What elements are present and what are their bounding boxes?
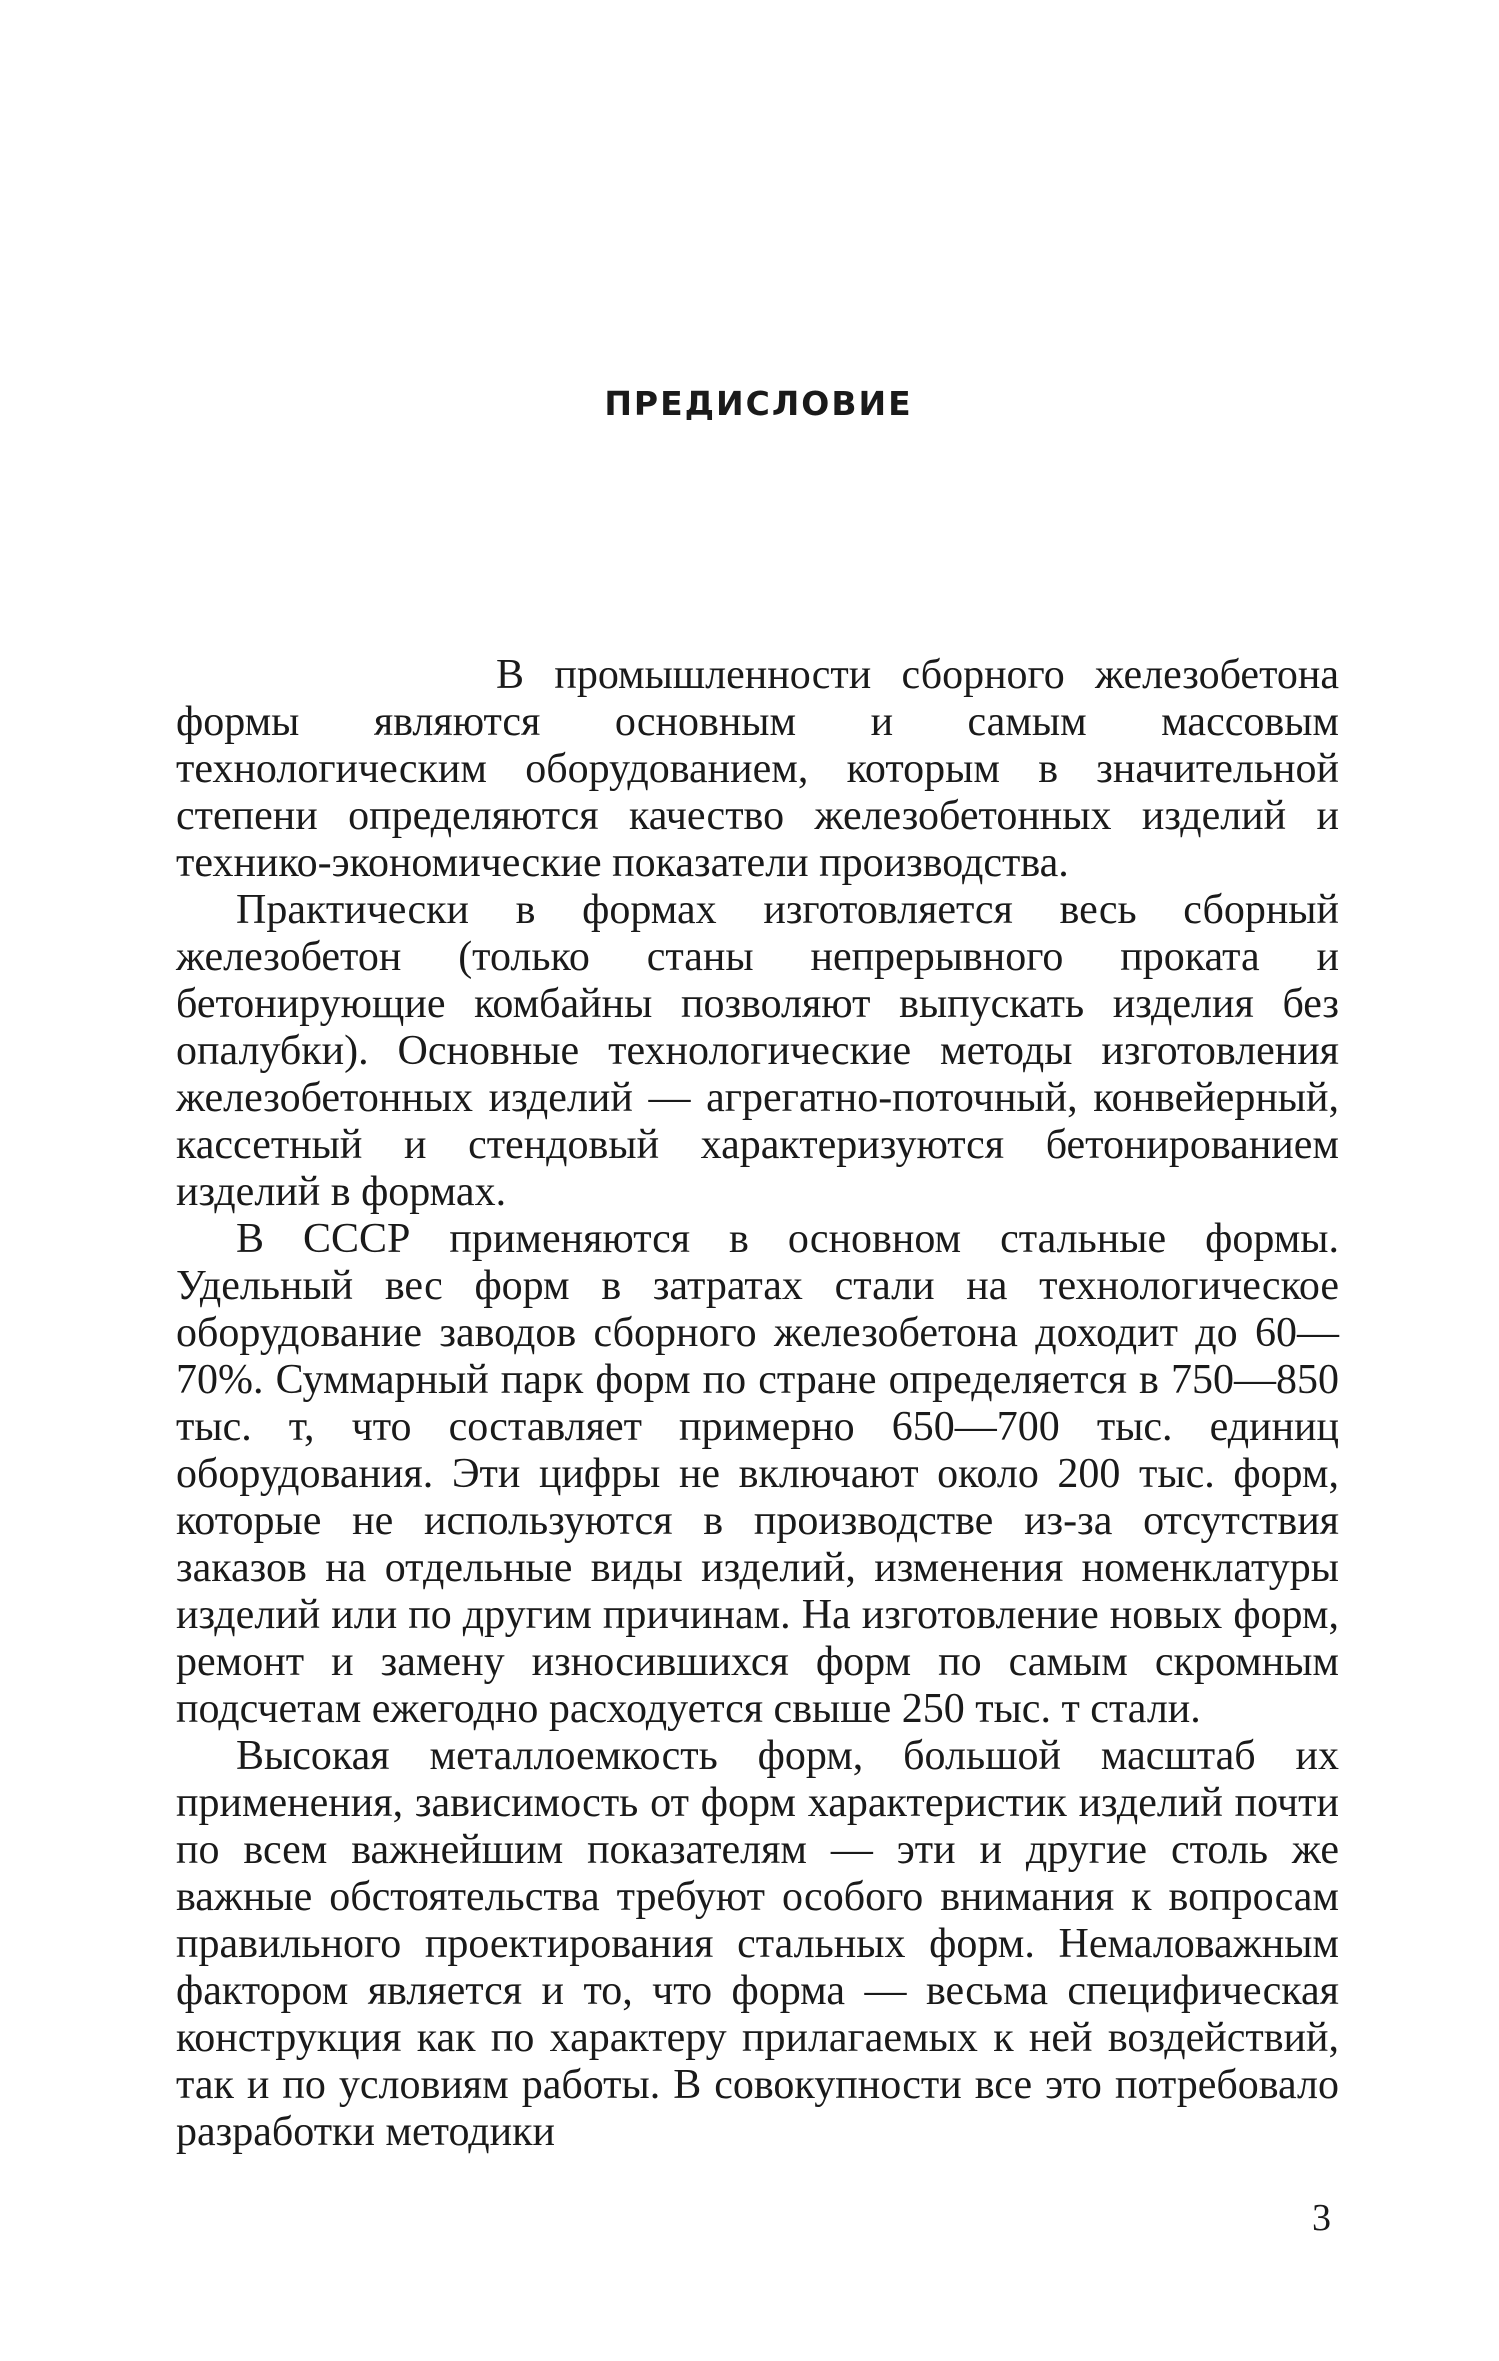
paragraph-3: В СССР применяются в основном стальные формы. Удельный вес форм в затратах стали на технологическое оборудование заводов сборного железобетона доходит до 60—70%. Суммарный парк форм по стране определяется в 750—850 тыс. т, что составляет примерно 650—700 тыс. единиц оборудования. Эти цифры не включают около 200 тыс. форм, которые не используются в производстве из-за отсутствия заказов на отдельные виды изделий, изменения номенклатуры изделий или по другим причинам. На изготовление новых форм, ремонт и замену износившихся форм по самым скромным подсчетам ежегодно расходуется свыше 250 тыс. т стали. (176, 1216, 1339, 1732)
body-text (176, 652, 1339, 2156)
page-title: ПРЕДИСЛОВИЕ (604, 384, 913, 423)
page-number: 3 (1312, 2197, 1331, 2239)
paragraph-1: В промышленности сборного железобетона формы являются основным и самым массовым технологическим оборудованием, которым в значительной степени определяются качество железобетонных изделий и технико-экономические показатели производства. (176, 652, 1339, 886)
paragraph-4: Высокая металлоемкость форм, большой масштаб их применения, зависимость от форм характеристик изделий почти по всем важнейшим показателям — эти и другие столь же важные обстоятельства требуют особого внимания к вопросам правильного проектирования стальных форм. Немаловажным фактором является и то, что форма — весьма специфическая конструкция как по характеру прилагаемых к ней воздействий, так и по условиям работы. В совокупности все это потребовало разработки методики (176, 1733, 1339, 2155)
paragraph-2: Практически в формах изготовляется весь сборный железобетон (только станы непрерывного проката и бетонирующие комбайны позволяют выпускать изделия без опалубки). Основные технологические методы изготовления железобетонных изделий — агрегатно-поточный, конвейерный, кассетный и стендовый характеризуются бетонированием изделий в формах. (176, 887, 1339, 1215)
